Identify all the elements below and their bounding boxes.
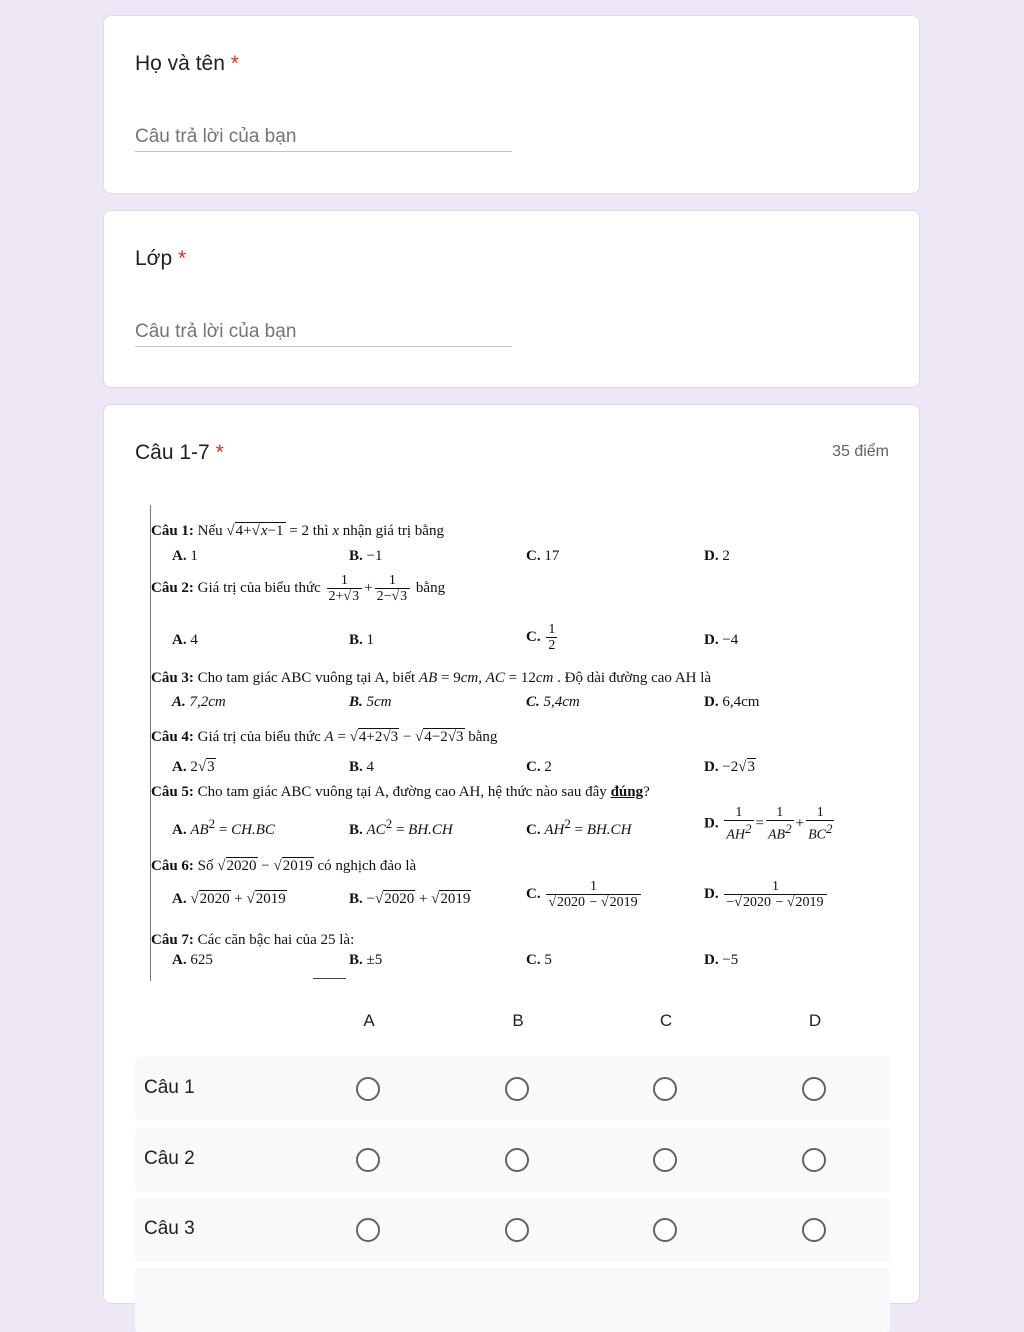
q6-option-d: D. $\frac{1}{-√2020 - √2019}$ bbox=[704, 879, 829, 910]
row-label: Câu 2 bbox=[144, 1148, 195, 1169]
q2-option-c: C. $\frac{1}{2}$ bbox=[526, 622, 556, 653]
q4-option-a: A. 2√3 bbox=[172, 759, 215, 775]
q4-option-b: B. 4 bbox=[349, 759, 375, 775]
radio-cau2-a[interactable] bbox=[356, 1148, 380, 1172]
row-label: Câu 1 bbox=[144, 1077, 195, 1098]
grid-row-cau-3 bbox=[135, 1198, 890, 1262]
q2-option-b: B. 1 bbox=[349, 632, 375, 648]
exam-underline-mark bbox=[313, 978, 346, 979]
points-label: 35 điểm bbox=[832, 443, 889, 460]
q5-option-d: D. $\frac{1}{AH^2}$ = $\frac{1}{AB^2}$ + $\frac{1}{BC^2}$ bbox=[704, 805, 833, 843]
column-header-d: D bbox=[808, 1011, 822, 1030]
radio-cau1-d[interactable] bbox=[802, 1077, 826, 1101]
q6-option-a: A. √2020 + √2019 bbox=[172, 891, 286, 907]
q3-option-b: B. 5cm bbox=[349, 694, 392, 710]
q5-option-a: A. $AB^2 = CH.BC$ bbox=[172, 816, 275, 838]
q5-option-b: B. $AC^2 = BH.CH$ bbox=[349, 816, 453, 838]
row-label: Câu 3 bbox=[144, 1218, 195, 1239]
radio-cau2-c[interactable] bbox=[653, 1148, 677, 1172]
exam-question-1: Câu 1: Nếu √4+√x−1 = 2 thì x nhận giá trị bằng bbox=[151, 523, 444, 539]
exam-question-2: Câu 2: Giá trị của biểu thức $\frac{1}{2+√3}$ + $\frac{1}{2-√3}$ bằng bbox=[151, 573, 446, 604]
radio-cau3-d[interactable] bbox=[802, 1218, 826, 1242]
exam-question-3: Câu 3: Cho tam giác ABC vuông tại A, biết AB = 9cm, AC = 12cm . Độ dài đường cao AH là bbox=[151, 670, 712, 686]
name-question-card bbox=[103, 15, 920, 194]
q2-option-a: A. 4 bbox=[172, 632, 198, 648]
q4-option-c: C. 2 bbox=[526, 759, 552, 775]
exam-question-4: Câu 4: Giá trị của biểu thức A = √4+2√3 − √4−2√3 bằng bbox=[151, 729, 498, 745]
radio-cau2-b[interactable] bbox=[505, 1148, 529, 1172]
grid-row-cau-1 bbox=[135, 1057, 890, 1121]
q6-option-c: C. $\frac{1}{√2020 - √2019}$ bbox=[526, 879, 643, 910]
radio-cau1-c[interactable] bbox=[653, 1077, 677, 1101]
q1-option-b: B. −1 bbox=[349, 548, 383, 564]
q5-option-c: C. $AH^2 = BH.CH$ bbox=[526, 816, 632, 838]
grid-question-card bbox=[103, 404, 920, 1304]
radio-cau1-a[interactable] bbox=[356, 1077, 380, 1101]
exam-question-7: Câu 7: Các căn bậc hai của 25 là: bbox=[151, 932, 355, 948]
radio-cau1-b[interactable] bbox=[505, 1077, 529, 1101]
q1-option-a: A. 1 bbox=[172, 548, 198, 564]
q1-option-c: C. 17 bbox=[526, 548, 560, 564]
q7-option-c: C. 5 bbox=[526, 952, 552, 968]
q7-option-d: D. −5 bbox=[704, 952, 739, 968]
radio-cau2-d[interactable] bbox=[802, 1148, 826, 1172]
q7-option-b: B. ±5 bbox=[349, 952, 383, 968]
q4-option-d: D. −2√3 bbox=[704, 759, 756, 775]
grid-row-next bbox=[135, 1268, 890, 1332]
column-header-c: C bbox=[659, 1011, 673, 1030]
class-answer-input[interactable] bbox=[135, 318, 512, 347]
radio-cau3-b[interactable] bbox=[505, 1218, 529, 1242]
grid-question-title: Câu 1-7 * bbox=[135, 441, 224, 464]
q2-option-d: D. −4 bbox=[704, 632, 739, 648]
grid-row-cau-2 bbox=[135, 1128, 890, 1192]
q1-option-d: D. 2 bbox=[704, 548, 730, 564]
q3-option-c: C. 5,4cm bbox=[526, 694, 580, 710]
q3-option-d: D. 6,4cm bbox=[704, 694, 760, 710]
radio-cau3-a[interactable] bbox=[356, 1218, 380, 1242]
name-question-title: Họ và tên * bbox=[135, 52, 239, 75]
exam-image bbox=[150, 505, 870, 983]
exam-question-6: Câu 6: Số √2020 − √2019 có nghịch đảo là bbox=[151, 858, 417, 874]
class-question-card bbox=[103, 210, 920, 388]
class-question-title: Lớp * bbox=[135, 247, 187, 270]
name-answer-input[interactable] bbox=[135, 123, 512, 152]
column-header-b: B bbox=[512, 1011, 524, 1030]
q6-option-b: B. −√2020 + √2019 bbox=[349, 891, 471, 907]
q3-option-a: A. 7,2cm bbox=[172, 694, 226, 710]
column-header-a: A bbox=[363, 1011, 375, 1030]
q7-option-a: A. 625 bbox=[172, 952, 213, 968]
radio-cau3-c[interactable] bbox=[653, 1218, 677, 1242]
exam-question-5: Câu 5: Cho tam giác ABC vuông tại A, đường cao AH, hệ thức nào sau đây đúng? bbox=[151, 784, 650, 800]
